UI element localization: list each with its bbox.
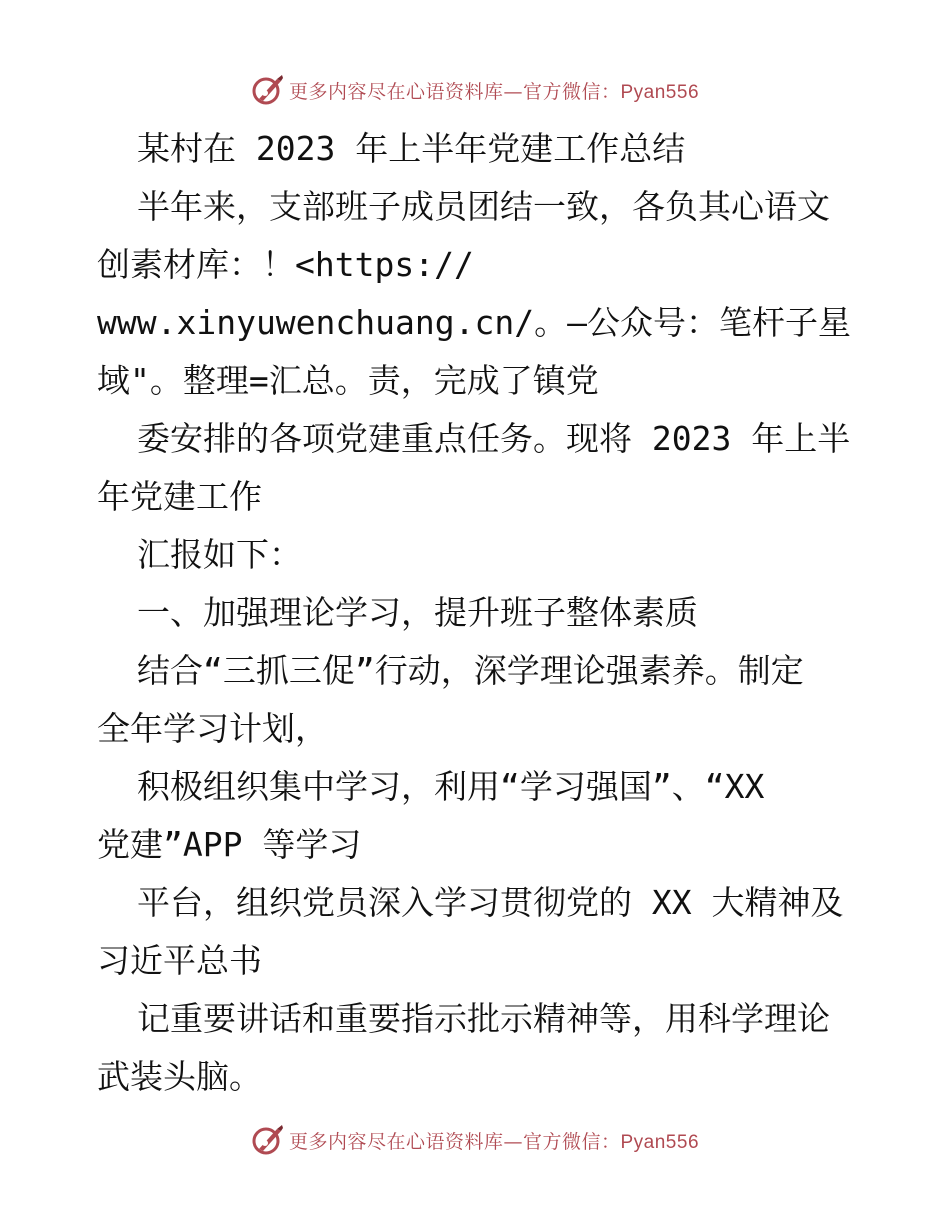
paragraph-line: 结合“三抓三促”行动，深学理论强素养。制定 (137, 651, 804, 690)
paragraph-line: 积极组织集中学习，利用“学习强国”、“XX (137, 767, 765, 806)
paragraph-line: 域"。整理=汇总。责，完成了镇党 (97, 361, 599, 400)
paragraph-line: 党建”APP 等学习 (97, 825, 362, 864)
paragraph-line: 平台，组织党员深入学习贯彻党的 XX 大精神及 (137, 883, 844, 922)
header-banner-text: 更多内容尽在心语资料库—官方微信：Pyan556 (288, 80, 700, 103)
header-banner-account: Pyan556 (620, 81, 700, 103)
paragraph-line: 全年学习计划， (97, 709, 328, 748)
paragraph-line: 半年来，支部班子成员团结一致，各负其心语文 (137, 187, 830, 226)
paragraph-line: 汇报如下： (137, 535, 302, 574)
quill-pen-logo-icon (251, 73, 285, 107)
paragraph-line: 委安排的各项党建重点任务。现将 2023 年上半 (137, 419, 851, 458)
footer-banner-text: 更多内容尽在心语资料库—官方微信：Pyan556 (288, 1130, 700, 1153)
document-title: 某村在 2023 年上半年党建工作总结 (137, 129, 686, 168)
footer-banner (0, 1120, 950, 1160)
footer-banner-account: Pyan556 (620, 1131, 700, 1153)
quill-pen-logo-icon (251, 1123, 285, 1157)
header-banner (0, 70, 950, 110)
paragraph-line: 武装头脑。 (97, 1057, 262, 1096)
header-banner-content (251, 73, 699, 107)
paragraph-line: www.xinyuwenchuang.cn/。—公众号：笔杆子星 (97, 303, 851, 342)
paragraph-line: 年党建工作 (97, 477, 262, 516)
paragraph-line: 习近平总书 (97, 941, 262, 980)
footer-banner-content (251, 1123, 699, 1157)
paragraph-line: 记重要讲话和重要指示批示精神等，用科学理论 (137, 999, 830, 1038)
document-body (97, 120, 857, 1106)
section-heading: 一、加强理论学习，提升班子整体素质 (137, 593, 698, 632)
paragraph-line: 创素材库：！<https:// (97, 245, 474, 284)
